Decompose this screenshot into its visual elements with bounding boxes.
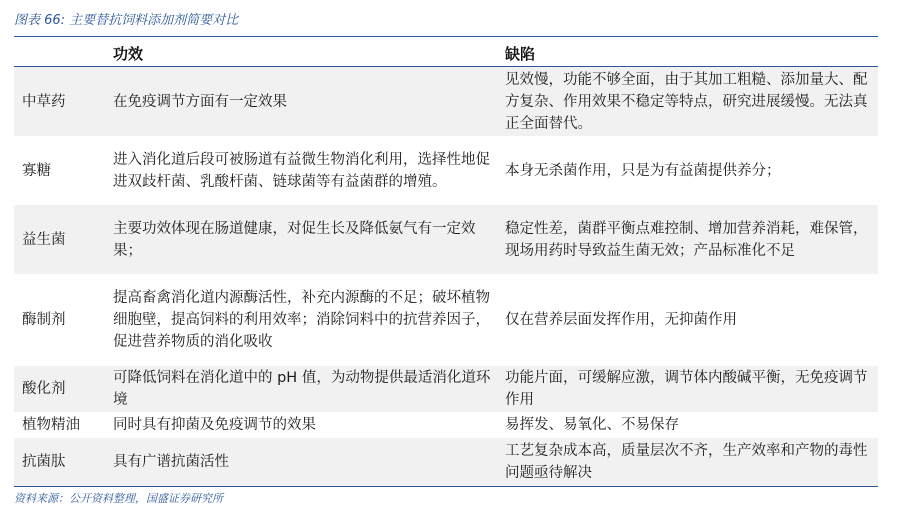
row-name: 中草药 [22,93,66,110]
row-name: 抗菌肽 [22,454,66,470]
row-defect: 工艺复杂成本高，质量层次不齐，生产效率和产物的毒性问题亟待解决 [505,443,868,481]
row-name: 寡糖 [22,162,51,179]
table-row [14,136,878,205]
table-row [14,366,878,412]
row-defect: 易挥发、易氧化、不易保存 [505,417,679,433]
table-row [14,205,878,274]
row-defect: 稳定性差，菌群平衡点难控制、增加营养消耗，难保管，现场用药时导致益生菌无效；产品标准化不足 [505,220,868,259]
row-effect: 可降低饲料在消化道中的 pH 值，为动物提供最适消化道环境 [113,370,491,408]
row-effect: 具有广谱抗菌活性 [113,454,229,470]
row-name: 酸化剂 [22,381,66,397]
table-row [14,274,878,366]
figure-title: 图表 66: 主要替抗饲料添加剂简要对比 [14,13,239,28]
row-defect: 见效慢，功能不够全面，由于其加工粗糙、添加量大、配方复杂、作用效果不稳定等特点，研究进展缓慢。无法真正全面替代。 [505,71,868,132]
row-name: 酶制剂 [22,312,66,328]
row-effect: 进入消化道后段可被肠道有益微生物消化利用，选择性地促进双歧杆菌、乳酸杆菌、链球菌等有益菌群的增殖。 [113,151,490,190]
table-row [14,438,878,486]
row-effect: 在免疫调节方面有一定效果 [113,93,287,110]
footer-divider [14,486,878,487]
header-defect: 缺陷 [505,45,536,63]
row-name: 益生菌 [22,231,66,248]
table-row [14,67,878,136]
source-note: 资料来源：公开资料整理，国盛证券研究所 [14,492,223,505]
row-effect: 同时具有抑菌及免疫调节的效果 [113,417,316,433]
row-defect: 功能片面，可缓解应激，调节体内酸碱平衡，无免疫调节作用 [505,370,868,408]
title-divider [14,36,878,37]
row-defect: 仅在营养层面发挥作用，无抑菌作用 [505,312,737,328]
row-effect: 提高畜禽消化道内源酶活性，补充内源酶的不足；破坏植物细胞壁，提高饲料的利用效率；消除饲料中的抗营养因子，促进营养物质的消化吸收 [113,290,490,350]
row-name: 植物精油 [22,417,80,433]
table-row [14,412,878,438]
row-defect: 本身无杀菌作用，只是为有益菌提供养分； [505,162,781,179]
header-effect: 功效 [113,45,144,63]
row-effect: 主要功效体现在肠道健康，对促生长及降低氨气有一定效果； [113,220,476,259]
table-header [14,39,878,65]
